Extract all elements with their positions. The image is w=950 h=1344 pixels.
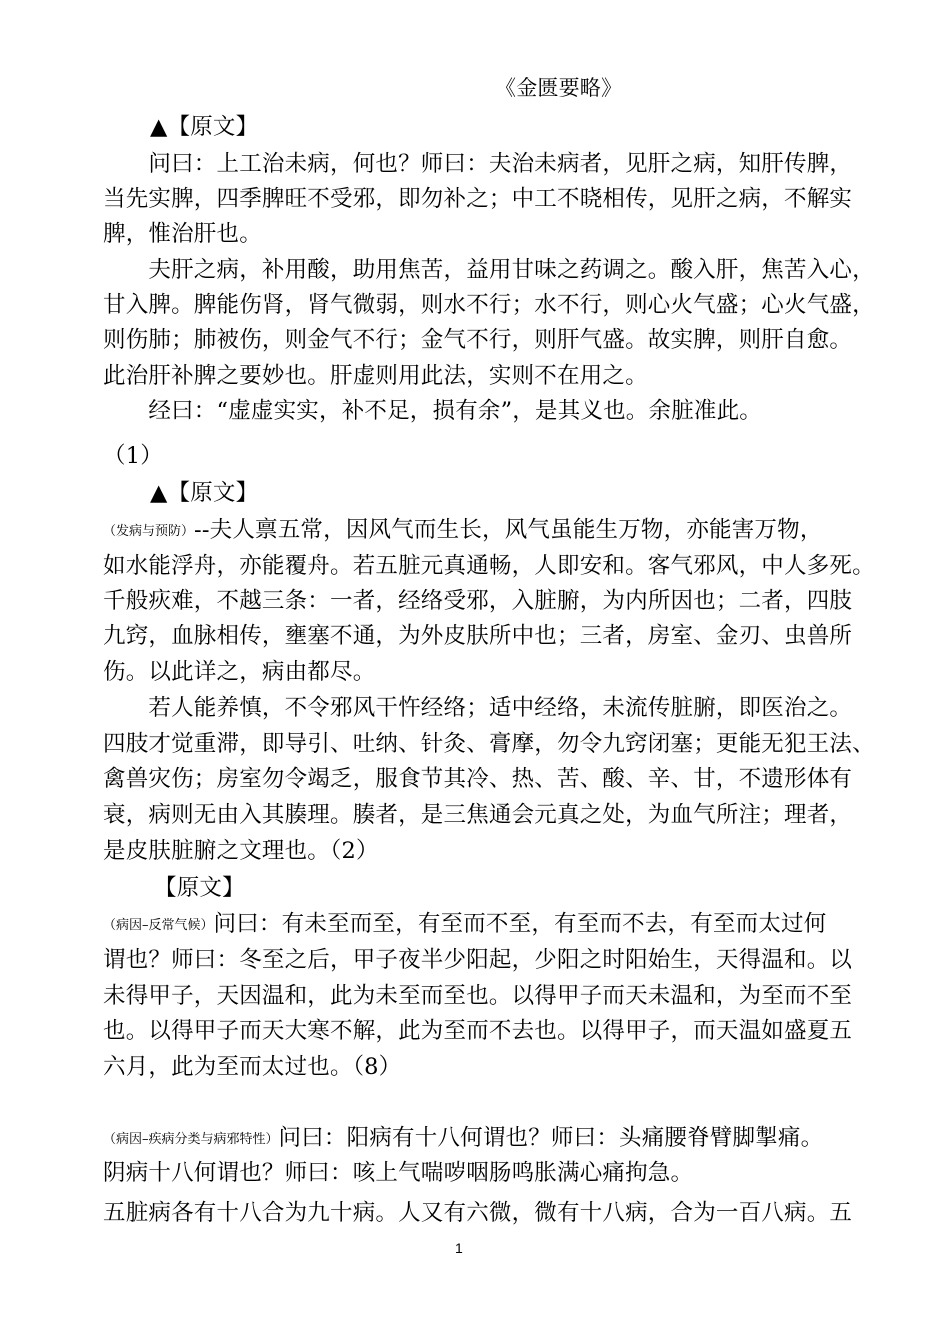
paragraph-line: 此治肝补脾之要妙也。肝虚则用此法，实则不在用之。 <box>103 363 648 389</box>
paragraph-line: 则伤肺；肺被伤，则金气不行；金气不行，则肝气盛。故实脾，则肝自愈。 <box>103 327 853 353</box>
paragraph-line: 九窍，血脉相传，壅塞不通，为外皮肤所中也；三者，房室、金刃、虫兽所 <box>103 623 853 649</box>
document-title: 《金匮要略》 <box>495 76 623 100</box>
paragraph-line: 当先实脾，四季脾旺不受邪，即勿补之；中工不晓相传，见肝之病，不解实 <box>103 186 853 212</box>
paragraph-line: 如水能浮舟，亦能覆舟。若五脏元真通畅，人即安和。客气邪风，中人多死。 <box>103 553 875 579</box>
paragraph-line: 未得甲子，天因温和，此为未至而至也。以得甲子而天未温和，为至而不至 <box>103 983 853 1009</box>
paragraph-text: --夫人禀五常，因风气而生长，风气虽能生万物，亦能害万物， <box>194 517 823 543</box>
paragraph-line: 问曰：上工治未病，何也？师曰：夫治未病者，见肝之病，知肝传脾， <box>103 151 853 177</box>
section-label: （病因–疾病分类与病邪特性） <box>103 1132 279 1147</box>
paragraph-line: 六月，此为至而太过也。（8） <box>103 1054 402 1080</box>
section-label: （发病与预防） <box>103 524 195 539</box>
paragraph-line: 禽兽灾伤；房室勿令竭乏，服食节其冷、热、苦、酸、辛、甘，不遗形体有 <box>103 766 853 792</box>
paragraph-line: 四肢才觉重滞，即导引、吐纳、针灸、膏摩，勿令九窍闭塞；更能无犯王法、 <box>103 731 875 757</box>
paragraph-line: （1） <box>103 443 163 469</box>
paragraph-text: 问曰：有未至而至，有至而不至，有至而不去，有至而太过何 <box>213 911 827 937</box>
paragraph-line <box>103 1123 893 1155</box>
paragraph-line: 五脏病各有十八合为九十病。人又有六微，微有十八病，合为一百八病。五 <box>103 1200 853 1226</box>
paragraph-line <box>103 909 893 941</box>
page-number: 1 <box>455 1240 463 1256</box>
section-heading: 【原文】 <box>154 875 245 901</box>
paragraph-line: 若人能养慎，不令邪风干忤经络；适中经络，未流传脏腑，即医治之。 <box>103 695 853 721</box>
paragraph-line: 夫肝之病，补用酸，助用焦苦，益用甘味之药调之。酸入肝，焦苦入心， <box>103 257 875 283</box>
section-heading: ▲【原文】 <box>150 480 259 506</box>
paragraph-line: 伤。以此详之，病由都尽。 <box>103 659 376 685</box>
paragraph-line: 也。以得甲子而天大寒不解，此为至而不去也。以得甲子，而天温如盛夏五 <box>103 1018 853 1044</box>
section-label: （病因–反常气候） <box>103 918 214 933</box>
paragraph-text: 问曰：阳病有十八何谓也？师曰：头痛腰脊臂脚掣痛。 <box>278 1125 824 1151</box>
paragraph-line: 甘入脾。脾能伤肾，肾气微弱，则水不行；水不行，则心火气盛；心火气盛， <box>103 292 875 318</box>
paragraph-line: 千般疢难，不越三条：一者，经络受邪，入脏腑，为内所因也；二者，四肢 <box>103 588 853 614</box>
paragraph-line: 经曰：“虚虚实实，补不足，损有余”，是其义也。余脏准此。 <box>103 398 763 424</box>
paragraph-line: 脾，惟治肝也。 <box>103 221 262 247</box>
paragraph-line <box>103 515 893 547</box>
section-heading: ▲【原文】 <box>150 114 259 140</box>
paragraph-line: 谓也？师曰：冬至之后，甲子夜半少阳起，少阳之时阳始生，天得温和。以 <box>103 947 853 973</box>
paragraph-line: 阴病十八何谓也？师曰：咳上气喘哕咽肠鸣胀满心痛拘急。 <box>103 1160 694 1186</box>
paragraph-line: 是皮肤脏腑之文理也。（2） <box>103 838 379 864</box>
paragraph-line: 衰，病则无由入其腠理。腠者，是三焦通会元真之处，为血气所注；理者， <box>103 802 853 828</box>
